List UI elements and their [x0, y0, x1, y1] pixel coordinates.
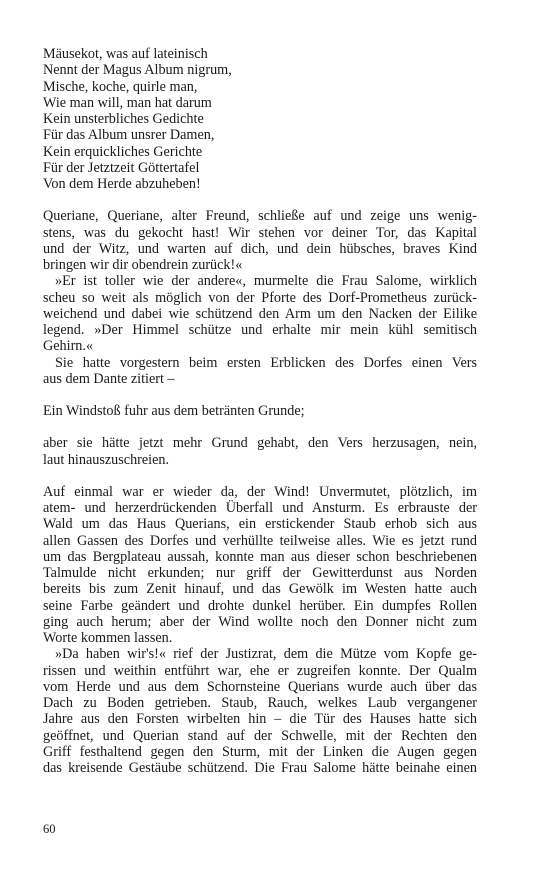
dante-quote	[43, 403, 477, 419]
text-line: ging auch herum; aber der Wind wollte noch den Donner nicht zum	[43, 613, 477, 630]
text-line: Dach zu Boden getrieben. Staub, Rauch, welkes Laub vergangener	[43, 695, 477, 711]
text-line: Talmulde nicht erkunden; nur griff der Gewitterdunst aus Norden	[43, 565, 477, 581]
text-line: vom Herde und aus dem Schornsteine Querians wurde auch über das	[43, 678, 477, 695]
verse-block	[43, 46, 477, 192]
text-line: aber sie hätte jetzt mehr Grund gehabt, den Vers herzusagen, nein,	[43, 435, 477, 452]
verse-line: Mäusekot, was auf lateinisch	[43, 46, 208, 62]
verse-line: Mische, koche, quirle man,	[43, 78, 198, 95]
verse-line: Kein unsterbliches Gedichte	[43, 111, 204, 127]
verse-line: Für das Album unsrer Damen,	[43, 127, 215, 144]
paragraph-1	[43, 208, 477, 273]
verse-line: Wie man will, man hat darum	[43, 94, 212, 111]
text-line: weichend und dabei wie schützend den Arm um den Nacken der Eilike	[43, 305, 477, 322]
paragraph-5	[43, 484, 477, 647]
text-line: Sie hatte vorgestern beim ersten Erblicken des Dorfes einen Vers	[55, 354, 477, 371]
verse-line: Nennt der Magus Album nigrum,	[43, 62, 232, 79]
text-line: scheu so weit als möglich von der Pforte des Dorf-Prometheus zurück-	[43, 289, 477, 306]
spacer	[43, 192, 477, 208]
verse-line: Kein erquickliches Gerichte	[43, 143, 203, 160]
spacer	[43, 387, 477, 403]
paragraph-6	[43, 646, 477, 776]
text-line: Gehirn.«	[43, 338, 94, 355]
text-line: laut hinauszuschreien.	[43, 451, 170, 468]
text-line: atem- und herzerdrückenden Überfall und Ansturm. Es erbrauste der	[43, 500, 477, 516]
text-line: Wald um das Haus Querians, ein erstickender Staub erhob sich aus	[43, 516, 477, 533]
spacer	[43, 419, 477, 435]
paragraph-4	[43, 435, 477, 468]
text-line: das kreisende Gestäube schützend. Die Frau Salome hätte beinahe einen	[43, 760, 477, 776]
text-line: Queriane, Queriane, alter Freund, schließe auf und zeige uns wenig-	[43, 208, 477, 225]
paragraph-2	[43, 273, 477, 354]
book-page	[43, 46, 477, 776]
spacer	[43, 468, 477, 484]
text-line: bringen wir dir obendrein zurück!«	[43, 257, 243, 273]
text-line: Jahre aus den Forsten wirbelten hin – die Tür des Hauses hatte sich	[43, 711, 477, 728]
text-line: rissen und weithin entführt war, ehe er zugreifen konnte. Der Qualm	[43, 662, 477, 679]
text-line: »Er ist toller wie der andere«, murmelte die Frau Salome, wirklich	[55, 273, 477, 290]
text-line: aus dem Dante zitiert –	[43, 370, 175, 387]
text-line: allen Gassen des Dorfes und verhüllte teilweise alles. Wie es jetzt rund	[43, 532, 477, 549]
text-line: »Da haben wir's!« rief der Justizrat, dem die Mütze vom Kopfe ge-	[55, 646, 477, 663]
text-line: stens, was du gekocht hast! Wir stehen vor deiner Tor, das Kapital	[43, 224, 477, 241]
text-line: Worte kommen lassen.	[43, 630, 173, 646]
page-number: 60	[43, 822, 56, 836]
verse-line: Von dem Herde abzuheben!	[43, 176, 201, 192]
text-line: Auf einmal war er wieder da, der Wind! Unvermutet, plötzlich, im	[43, 483, 477, 500]
text-line: seine Farbe geändert und drohte dunkel herüber. Ein dumpfes Rollen	[43, 597, 477, 614]
paragraph-3	[43, 355, 477, 388]
verse-line: Für der Jetztzeit Göttertafel	[43, 159, 200, 176]
text-line: Griff festhaltend gegen den Sturm, mit der Linken die Augen gegen	[43, 743, 477, 760]
text-line: und der Witz, und warten auf dich, und dein hübsches, braves Kind	[43, 240, 477, 257]
text-line: geöffnet, und Querian stand auf der Schwelle, mit der Rechten den	[43, 727, 477, 744]
text-line: um das Bergplateau aussah, konnte man aus dieser schon beschriebenen	[43, 548, 477, 565]
text-line: legend. »Der Himmel schütze und erhalte mir mein kühl semitisch	[43, 322, 477, 338]
text-line: bereits bis zum Zenit hinauf, und das Gewölk im Westen hatte auch	[43, 581, 477, 598]
quote-line: Ein Windstoß fuhr aus dem betränten Grunde;	[43, 403, 305, 419]
